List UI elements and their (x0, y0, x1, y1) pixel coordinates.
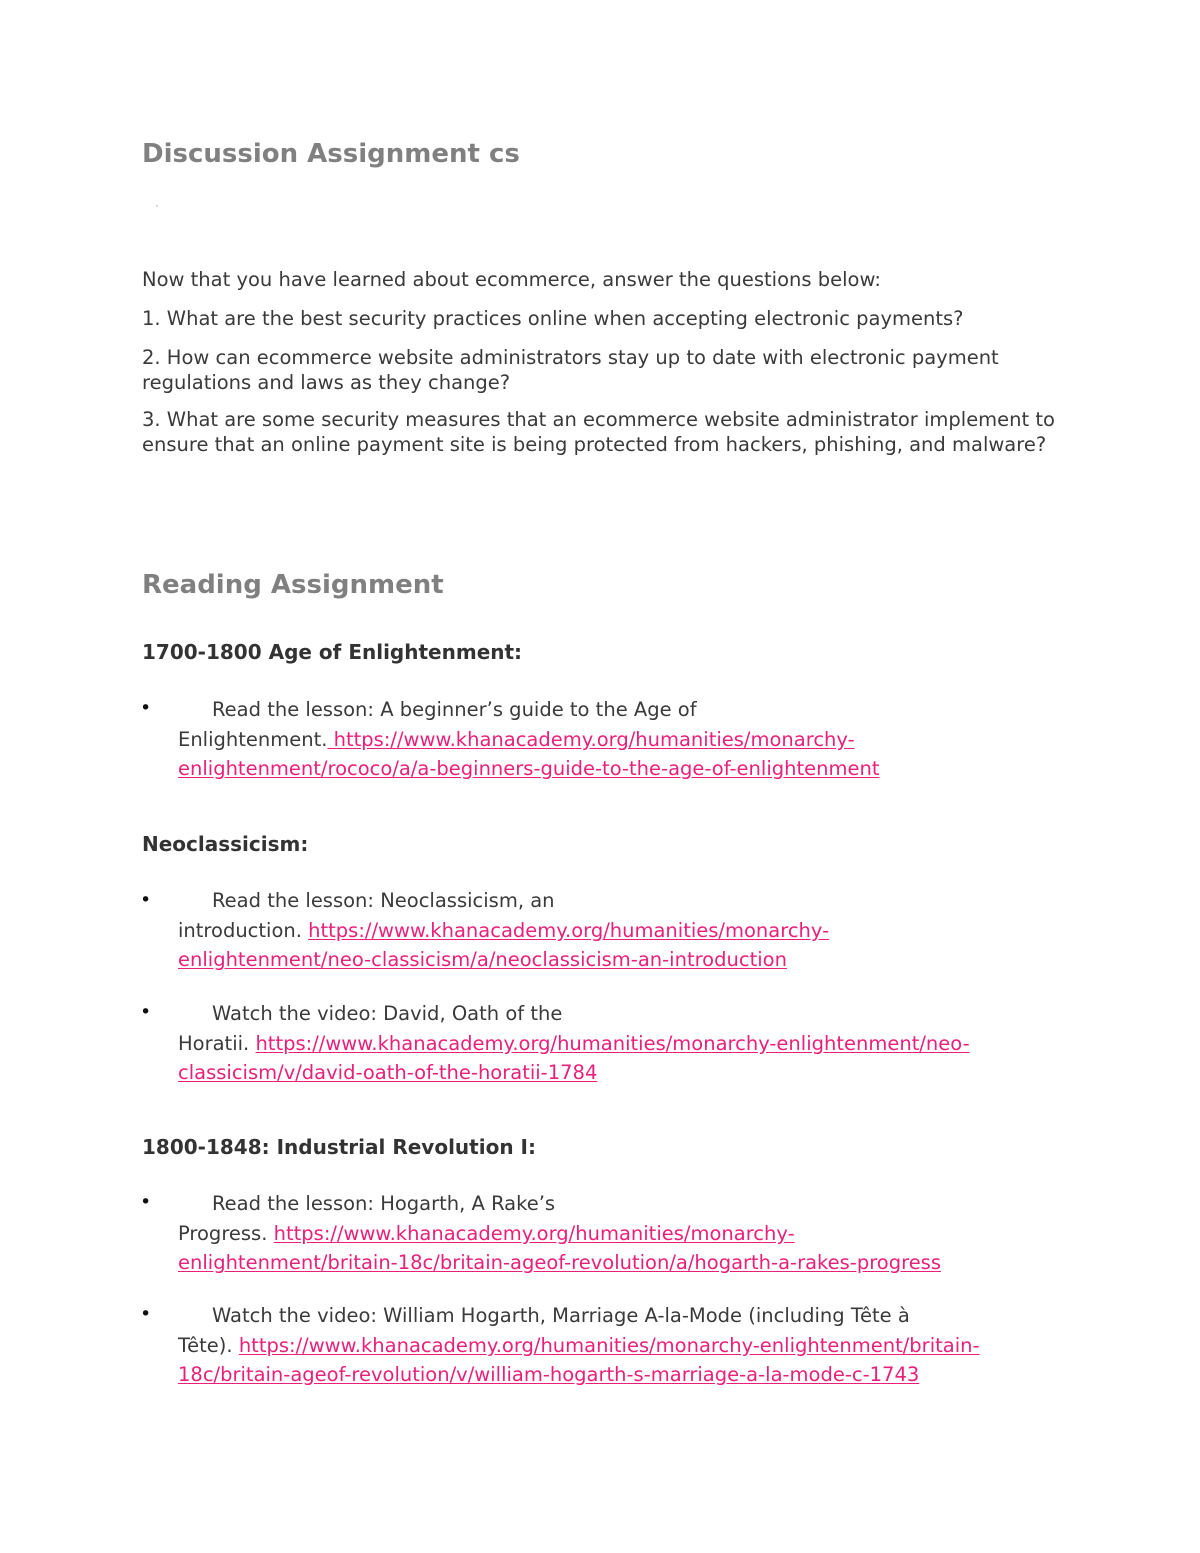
list-item-hogarth-lesson (178, 1189, 1058, 1278)
list-item-neoclassicism-lesson (178, 886, 1058, 975)
item-lead-text: Read the lesson: Hogarth, A Rake’s (212, 1192, 556, 1215)
khan-academy-link[interactable]: https://www.khanacademy.org/humanities/monarchy-enlightenment/britain- (238, 1333, 980, 1357)
reading-assignment-title: Reading Assignment (142, 570, 444, 600)
section-heading-enlightenment: 1700-1800 Age of Enlightenment: (142, 640, 523, 664)
bullet-icon: • (140, 1001, 152, 1023)
page-title: Discussion Assignment cs (142, 139, 520, 169)
bullet-icon: • (140, 889, 152, 911)
section-heading-industrial-revolution: 1800-1848: Industrial Revolution I: (142, 1135, 536, 1159)
item-tail-text: Enlightenment. (178, 727, 328, 751)
stray-mark (156, 205, 158, 207)
list-item-enlightenment-lesson (178, 695, 1058, 784)
bullet-icon: • (140, 1303, 152, 1325)
item-lead-text: Watch the video: David, Oath of the (212, 1002, 563, 1025)
question-1: 1. What are the best security practices online when accepting electronic payments? (142, 307, 964, 330)
bullet-icon: • (140, 697, 152, 719)
khan-academy-link[interactable]: https://www.khanacademy.org/humanities/monarchy- (273, 1221, 795, 1245)
item-lead-text: Watch the video: William Hogarth, Marriage A-la-Mode (including Tête à (212, 1304, 910, 1327)
khan-academy-link[interactable]: https://www.khanacademy.org/humanities/monarchy- (327, 727, 855, 751)
item-tail-text: Tête). (178, 1333, 233, 1357)
item-lead-text: Read the lesson: A beginner’s guide to the Age of (212, 698, 697, 721)
khan-academy-link-continued[interactable]: enlightenment/neo-classicism/a/neoclassicism-an-introduction (178, 948, 787, 971)
item-lead-text: Read the lesson: Neoclassicism, an (212, 889, 555, 912)
list-item-horatii-video (178, 999, 1058, 1088)
item-tail-text: introduction. (178, 918, 302, 942)
intro-text: Now that you have learned about ecommerce, answer the questions below: (142, 268, 881, 291)
list-item-marriage-a-la-mode-video (178, 1301, 1058, 1390)
khan-academy-link[interactable]: https://www.khanacademy.org/humanities/monarchy- (308, 918, 830, 942)
khan-academy-link-continued[interactable]: 18c/britain-ageof-revolution/v/william-hogarth-s-marriage-a-la-mode-c-1743 (178, 1363, 920, 1386)
question-2: 2. How can ecommerce website administrators stay up to date with electronic payment regulations and laws as they change? (142, 346, 999, 394)
section-heading-neoclassicism: Neoclassicism: (142, 832, 309, 856)
question-3: 3. What are some security measures that an ecommerce website administrator implement to ensure that an online payment site is being protected from hackers, phishing, and malware? (142, 408, 1055, 456)
bullet-icon: • (140, 1191, 152, 1213)
item-tail-text: Horatii. (178, 1031, 250, 1055)
khan-academy-link[interactable]: https://www.khanacademy.org/humanities/monarchy-enlightenment/neo- (255, 1031, 970, 1055)
khan-academy-link-continued[interactable]: classicism/v/david-oath-of-the-horatii-1784 (178, 1061, 598, 1084)
khan-academy-link-continued[interactable]: enlightenment/rococo/a/a-beginners-guide-to-the-age-of-enlightenment (178, 757, 880, 780)
khan-academy-link-continued[interactable]: enlightenment/britain-18c/britain-ageof-revolution/a/hogarth-a-rakes-progress (178, 1251, 942, 1274)
item-tail-text: Progress. (178, 1221, 268, 1245)
